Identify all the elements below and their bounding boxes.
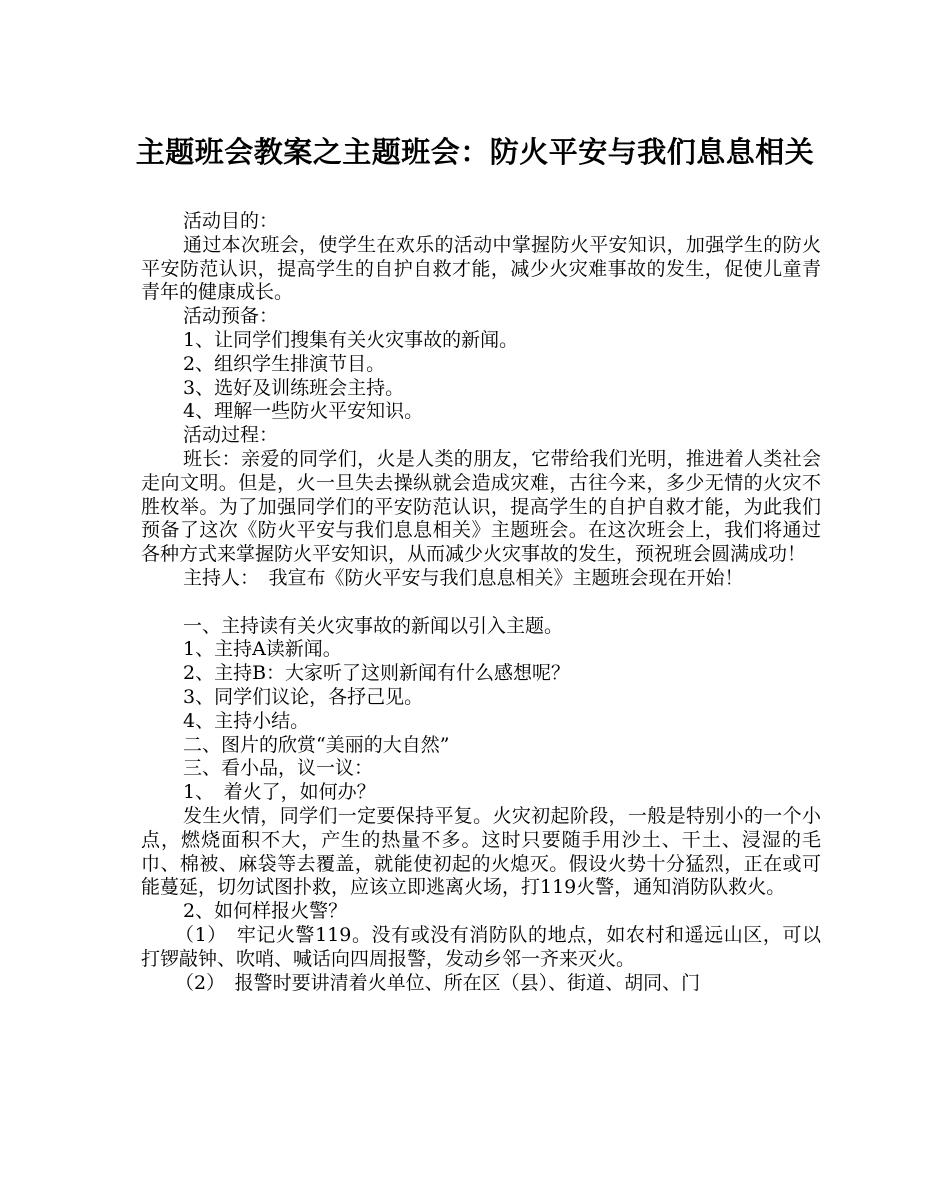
- list-item: 1、让同学们搜集有关火灾事故的新闻。: [183, 328, 519, 351]
- section-heading-one: 一、主持读有关火灾事故的新闻以引入主题。: [183, 614, 564, 637]
- paragraph-process-heading: 活动过程：: [183, 424, 279, 447]
- section-heading-two: 二、图片的欣赏“美丽的大自然”: [183, 733, 450, 756]
- list-item: 4、理解一些防火平安知识。: [183, 400, 424, 423]
- list-item: 2、组织学生排演节目。: [183, 352, 386, 375]
- list-item: 1、 着火了，如何办？: [183, 781, 376, 804]
- list-item: 2、主持B：大家听了这则新闻有什么感想呢？: [183, 662, 571, 685]
- paragraph-activity-purpose: 通过本次班会，使学生在欢乐的活动中掌握防火平安知识，加强学生的防火平安防范认识，提高学生的自护自救才能，减少火灾难事故的发生，促使儿童青青年的健康成长。: [141, 233, 821, 304]
- paragraph-activity-purpose-heading: 活动目的：: [183, 210, 279, 232]
- list-item: 2、如何样报火警？: [183, 900, 348, 923]
- list-item: 3、选好及训练班会主持。: [183, 376, 405, 399]
- list-item: 1、主持A读新闻。: [183, 638, 342, 661]
- blank-line: [141, 591, 821, 615]
- paragraph-host-announcement: 主持人： 我宣布《防火平安与我们息息相关》主题班会现在开始！: [183, 566, 744, 589]
- list-item: 4、主持小结。: [183, 709, 310, 732]
- list-item: （1） 牢记火警119。没有或没有消防队的地点，如农村和遥远山区，可以打锣敲钟、吹哨、喊话向四周报警，发动乡邻一齐来灭火。: [141, 923, 821, 970]
- paragraph-monitor-speech: 班长：亲爱的同学们，火是人类的朋友，它带给我们光明，推进着人类社会走向文明。但是，火一旦失去操纵就会造成灾难，古往今来，多少无情的火灾不胜枚举。为了加强同学们的平安防范认识，提高学生的自护自救才能，为此我们预备了这次《防火平安与我们息息相关》主题班会。在这次班会上，我们将通过各种方式来掌握防火平安知识，从而减少火灾事故的发生，预祝班会圆满成功！: [141, 447, 821, 566]
- section-heading-three: 三、看小品，议一议：: [183, 757, 374, 780]
- document-body: [141, 210, 821, 995]
- list-item: 3、同学们议论，各抒己见。: [183, 685, 424, 708]
- paragraph-fire-response: 发生火情，同学们一定要保持平复。火灾初起阶段，一般是特别小的一个小点，燃烧面积不大，产生的热量不多。这时只要随手用沙土、干土、浸湿的毛巾、棉被、麻袋等去覆盖，就能使初起的火熄灭。假设火势十分猛烈，正在或可能蔓延，切勿试图扑救，应该立即逃离火场，打119火警，通知消防队救火。: [141, 804, 821, 899]
- document-title: 主题班会教案之主题班会：防火平安与我们息息相关: [135, 135, 815, 169]
- list-item: （2） 报警时要讲清着火单位、所在区（县）、街道、胡同、门: [175, 971, 701, 994]
- paragraph-preparation-heading: 活动预备：: [183, 305, 279, 328]
